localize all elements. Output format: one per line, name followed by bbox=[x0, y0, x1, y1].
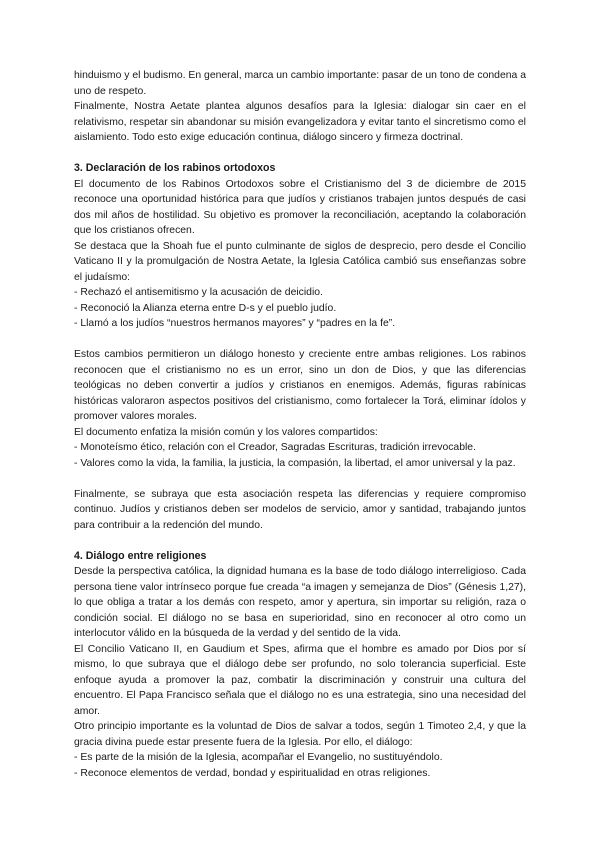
list-item: - Monoteísmo ético, relación con el Creador, Sagradas Escrituras, tradición irrevocable. bbox=[74, 442, 476, 453]
section-4-paragraph-1: Desde la perspectiva católica, la dignidad humana es la base de todo diálogo interreligioso. Cada persona tiene valor intrínseco porque fue creada “a imagen y semejanza de Dios” (Génesis 1,27), lo que obliga a tratar a los demás con respeto, amor y apertura, sin importar su religión, raza o condición social. El diálogo no se basa en superioridad, sino en reconocer al otro como un interlocutor válido en la búsqueda de la verdad y del sentido de la vida. bbox=[74, 566, 526, 639]
section-3-paragraph-2: Se destaca que la Shoah fue el punto culminante de siglos de desprecio, pero desde el Concilio Vaticano II y la promulgación de Nostra Aetate, la Iglesia Católica cambió sus enseñanzas sobre el judaísmo: bbox=[74, 240, 526, 283]
intro-continuation: hinduismo y el budismo. En general, marca un cambio importante: pasar de un tono de condena a uno de respeto. bbox=[74, 70, 526, 97]
section-3-paragraph-1: El documento de los Rabinos Ortodoxos sobre el Cristianismo del 3 de diciembre de 2015 reconoce una oportunidad histórica para que judíos y cristianos trabajen juntos después de casi dos mil años de hostilidad. Su objetivo es promover la reconciliación, aceptando la colaboración que los cristianos ofrecen. bbox=[74, 178, 526, 236]
section-3-heading: 3. Declaración de los rabinos ortodoxos bbox=[74, 162, 276, 174]
section-4-heading: 4. Diálogo entre religiones bbox=[74, 549, 207, 562]
list-item: - Es parte de la misión de la Iglesia, acompañar el Evangelio, no sustituyéndolo. bbox=[74, 752, 443, 763]
section-4-paragraph-3: Otro principio importante es la voluntad de Dios de salvar a todos, según 1 Timoteo 2,4, y que la gracia divina puede estar presente fuera de la Iglesia. Por ello, el diálogo: bbox=[74, 721, 526, 748]
list-item: - Valores como la vida, la familia, la justicia, la compasión, la libertad, el amor universal y la paz. bbox=[74, 457, 516, 469]
section-3-paragraph-4: El documento enfatiza la misión común y los valores compartidos: bbox=[74, 426, 378, 438]
intro-final-paragraph: Finalmente, Nostra Aetate plantea algunos desafíos para la Iglesia: dialogar sin caer en el relativismo, respetar sin abandonar su misión evangelizadora y evitar tanto el sincretismo como el aislamiento. Todo esto exige educación continua, diálogo sincero y firmeza doctrinal. bbox=[74, 101, 526, 143]
list-item: - Reconoce elementos de verdad, bondad y espiritualidad en otras religiones. bbox=[74, 767, 431, 779]
list-item: - Reconoció la Alianza eterna entre D-s y el pueblo judío. bbox=[74, 302, 337, 314]
list-item: - Llamó a los judíos “nuestros hermanos mayores” y “padres en la fe”. bbox=[74, 318, 396, 329]
section-4-paragraph-2: El Concilio Vaticano II, en Gaudium et Spes, afirma que el hombre es amado por Dios por sí mismo, lo que subraya que el diálogo debe ser profundo, no solo tolerancia superficial. Este enfoque ayuda a promover la paz, combatir la discriminación y construir una cultura del encuentro. El Papa Francisco señala que el diálogo no es una estrategia, sino una necesidad del amor. bbox=[74, 643, 526, 717]
list-item: - Rechazó el antisemitismo y la acusación de deicidio. bbox=[74, 287, 323, 298]
section-3-paragraph-5: Finalmente, se subraya que esta asociación respeta las diferencias y requiere compromiso continuo. Judíos y cristianos deben ser modelos de servicio, amor y santidad, trabajando juntos para contribuir a la redención del mundo. bbox=[74, 488, 526, 531]
section-3-paragraph-3: Estos cambios permitieron un diálogo honesto y creciente entre ambas religiones. Los rabinos reconocen que el cristianismo no es un error, sino un don de Dios, y que las diferencias teológicas no deben convertir a judíos y cristianos en enemigos. Además, figuras rabínicas históricas valoraron aspectos positivos del cristianismo, como fortalecer la Torá, eliminar ídolos y promover valores morales. bbox=[74, 349, 526, 422]
